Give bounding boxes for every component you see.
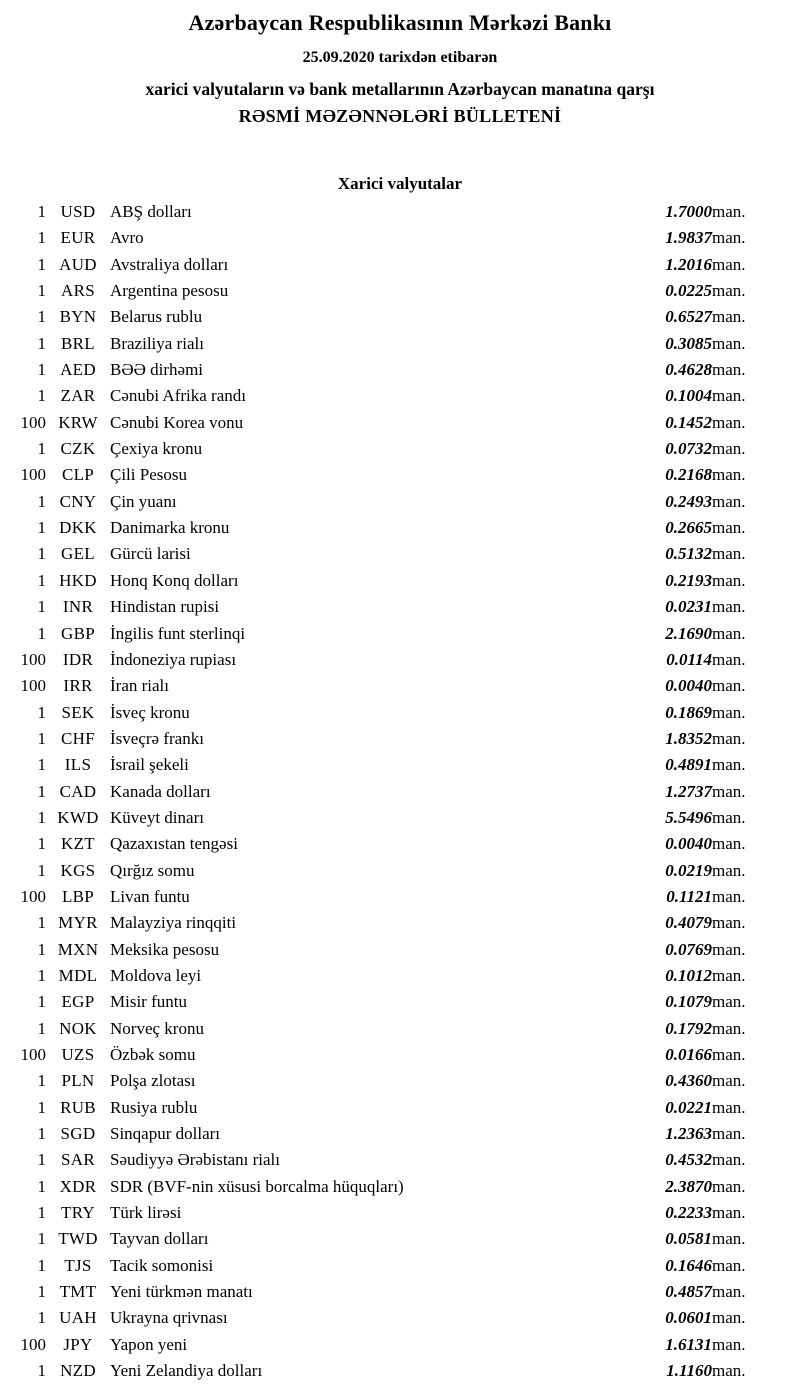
rate-unit-label: man. xyxy=(712,544,746,564)
rate-value: 0.4891 xyxy=(665,755,712,775)
currency-code: MDL xyxy=(58,965,98,985)
exchange-rates-table xyxy=(0,199,800,1384)
rate-unit-label: man. xyxy=(712,1176,746,1196)
rate-unit-label: man. xyxy=(712,676,746,696)
rate-value: 0.6527 xyxy=(665,307,712,327)
rate-quantity: 1 xyxy=(37,1308,46,1328)
currency-code: AUD xyxy=(59,254,97,274)
rate-unit-label: man. xyxy=(712,755,746,775)
rate-row xyxy=(0,1279,800,1305)
currency-name: ABŞ dolları xyxy=(110,202,192,221)
rate-quantity: 1 xyxy=(37,1361,46,1381)
currency-code: TMT xyxy=(59,1282,97,1302)
rate-row xyxy=(0,1305,800,1331)
rate-unit-label: man. xyxy=(712,939,746,959)
rate-unit-label: man. xyxy=(712,781,746,801)
rate-value: 0.0769 xyxy=(665,939,712,959)
rate-unit-label: man. xyxy=(712,597,746,617)
rate-value: 1.2363 xyxy=(665,1124,712,1144)
rate-value: 0.1079 xyxy=(665,992,712,1012)
rate-unit-label: man. xyxy=(712,807,746,827)
currency-code: SGD xyxy=(60,1124,96,1144)
rate-quantity: 1 xyxy=(37,570,46,590)
rate-value: 0.2665 xyxy=(665,518,712,538)
currency-name: Yapon yeni xyxy=(110,1334,188,1354)
currency-name: İndoneziya rupiası xyxy=(110,649,237,669)
rate-quantity: 1 xyxy=(37,1176,46,1196)
currency-name: Belarus rublu xyxy=(110,307,203,327)
currency-code: BYN xyxy=(59,307,97,327)
rate-unit-label: man. xyxy=(712,439,746,459)
rates-table-body xyxy=(0,199,800,1384)
rate-quantity: 1 xyxy=(37,1150,46,1170)
rate-unit-label: man. xyxy=(712,465,746,485)
rate-unit-label: man. xyxy=(712,1255,746,1275)
rate-quantity: 1 xyxy=(37,728,46,748)
currency-name: Norveç kronu xyxy=(110,1018,204,1038)
currency-code: SAR xyxy=(61,1150,95,1170)
rate-row xyxy=(0,700,800,726)
currency-code: XDR xyxy=(59,1176,97,1196)
currency-name: Özbək somu xyxy=(110,1045,196,1064)
rate-value: 1.8352 xyxy=(665,728,712,748)
currency-name: Livan funtu xyxy=(110,886,190,906)
currency-code: DKK xyxy=(59,518,97,538)
rate-row xyxy=(0,647,800,673)
currency-code: GBP xyxy=(61,623,95,643)
rate-value: 0.2168 xyxy=(665,465,712,485)
currency-code: CHF xyxy=(61,728,95,748)
currency-name: İngilis funt sterlinqi xyxy=(110,623,246,643)
rate-quantity: 1 xyxy=(37,807,46,827)
rate-value: 0.0732 xyxy=(665,439,712,459)
rate-quantity: 1 xyxy=(37,834,46,854)
rate-value: 0.2233 xyxy=(665,1203,712,1223)
rate-value: 0.0231 xyxy=(665,597,712,617)
rate-row xyxy=(0,621,800,647)
currency-code: SEK xyxy=(61,702,95,722)
currency-name: Yeni Zelandiya dolları xyxy=(110,1361,263,1381)
rate-value: 5.5496 xyxy=(665,807,712,827)
currency-code: CLP xyxy=(61,465,95,485)
rate-unit-label: man. xyxy=(712,913,746,933)
currency-name: Tayvan dolları xyxy=(110,1229,209,1249)
rate-row xyxy=(0,779,800,805)
rate-unit-label: man. xyxy=(712,1150,746,1170)
currency-name: Çin yuanı xyxy=(110,491,177,511)
rate-unit-label: man. xyxy=(712,1229,746,1249)
rate-row xyxy=(0,1200,800,1226)
rate-unit-label: man. xyxy=(712,1361,746,1381)
rate-quantity: 1 xyxy=(37,1282,46,1302)
rate-value: 0.1792 xyxy=(665,1018,712,1038)
currency-code: AED xyxy=(60,360,96,380)
rate-row xyxy=(0,1226,800,1252)
rate-quantity: 100 xyxy=(20,465,46,485)
rate-quantity: 1 xyxy=(37,702,46,722)
rate-quantity: 1 xyxy=(37,491,46,511)
rate-row xyxy=(0,304,800,330)
rate-quantity: 1 xyxy=(37,1255,46,1275)
rate-quantity: 1 xyxy=(37,202,46,221)
currency-code: USD xyxy=(60,202,96,221)
rate-quantity: 1 xyxy=(37,439,46,459)
currency-name: Avro xyxy=(110,228,144,248)
currency-code: TWD xyxy=(58,1229,98,1249)
currency-code: EGP xyxy=(61,992,95,1012)
currency-name: Polşa zlotası xyxy=(110,1071,196,1091)
currency-code: CNY xyxy=(59,491,97,511)
currency-name: Tacik somonisi xyxy=(110,1255,214,1275)
currency-name: Səudiyyə Ərəbistanı rialı xyxy=(110,1150,280,1170)
rate-row xyxy=(0,1042,800,1068)
rate-value: 0.0166 xyxy=(665,1045,712,1064)
currency-name: BƏƏ dirhəmi xyxy=(110,360,204,380)
rate-quantity: 1 xyxy=(37,254,46,274)
currency-code: ARS xyxy=(61,281,95,301)
rate-value: 2.1690 xyxy=(665,623,712,643)
rate-row xyxy=(0,541,800,567)
currency-code: NZD xyxy=(60,1361,96,1381)
currency-code: IDR xyxy=(62,649,94,669)
rate-row xyxy=(0,252,800,278)
rate-quantity: 1 xyxy=(37,360,46,380)
rate-row xyxy=(0,752,800,778)
currency-name: Hindistan rupisi xyxy=(110,597,220,617)
rate-value: 0.0221 xyxy=(665,1097,712,1117)
rate-row xyxy=(0,331,800,357)
currency-name: Küveyt dinarı xyxy=(110,807,204,827)
rate-quantity: 100 xyxy=(20,1334,46,1354)
currency-code: UAH xyxy=(59,1308,97,1328)
rate-unit-label: man. xyxy=(712,1282,746,1302)
rate-row xyxy=(0,963,800,989)
currency-code: ZAR xyxy=(60,386,96,406)
rate-row xyxy=(0,489,800,515)
rate-value: 2.3870 xyxy=(665,1176,712,1196)
rate-unit-label: man. xyxy=(712,1045,746,1064)
currency-code: JPY xyxy=(63,1334,93,1354)
rate-unit-label: man. xyxy=(712,886,746,906)
rate-row xyxy=(0,1174,800,1200)
subject-line: xarici valyutaların və bank metallarının Azərbaycan manatına qarşı xyxy=(145,79,655,99)
rate-value: 0.1869 xyxy=(665,702,712,722)
rate-row xyxy=(0,1253,800,1279)
rate-unit-label: man. xyxy=(712,1203,746,1223)
rate-row xyxy=(0,1147,800,1173)
currency-name: Çili Pesosu xyxy=(110,465,187,485)
rate-quantity: 1 xyxy=(37,518,46,538)
currency-code: MXN xyxy=(57,939,99,959)
rate-quantity: 1 xyxy=(37,386,46,406)
rate-unit-label: man. xyxy=(712,860,746,880)
rate-quantity: 1 xyxy=(37,755,46,775)
currency-code: KZT xyxy=(61,834,95,854)
section-title-foreign-currencies: Xarici valyutalar xyxy=(337,174,463,193)
rate-unit-label: man. xyxy=(712,1124,746,1144)
rate-row xyxy=(0,1332,800,1358)
rate-value: 0.1004 xyxy=(665,386,712,406)
rate-unit-label: man. xyxy=(712,1018,746,1038)
rate-row xyxy=(0,462,800,488)
currency-name: Moldova leyi xyxy=(110,965,202,985)
rate-quantity: 100 xyxy=(20,649,46,669)
rate-unit-label: man. xyxy=(712,570,746,590)
rate-unit-label: man. xyxy=(712,307,746,327)
rate-value: 0.4628 xyxy=(665,360,712,380)
currency-code: RUB xyxy=(60,1097,96,1117)
rate-value: 0.4857 xyxy=(665,1282,712,1302)
rate-row xyxy=(0,726,800,752)
rate-quantity: 1 xyxy=(37,1229,46,1249)
rate-unit-label: man. xyxy=(712,518,746,538)
rate-quantity: 100 xyxy=(20,412,46,432)
rate-row xyxy=(0,1095,800,1121)
rate-unit-label: man. xyxy=(712,360,746,380)
rate-row xyxy=(0,594,800,620)
bulletin-title: RƏSMİ MƏZƏNNƏLƏRİ BÜLLETENİ xyxy=(238,106,562,126)
currency-name: İsveçrə frankı xyxy=(110,728,204,748)
rate-unit-label: man. xyxy=(712,1308,746,1328)
rate-value: 0.0601 xyxy=(665,1308,712,1328)
currency-code: UZS xyxy=(61,1045,95,1064)
rate-row xyxy=(0,910,800,936)
rate-quantity: 1 xyxy=(37,965,46,985)
currency-code: KWD xyxy=(57,807,99,827)
currency-name: Rusiya rublu xyxy=(110,1097,198,1117)
rate-unit-label: man. xyxy=(712,333,746,353)
rate-value: 1.7000 xyxy=(665,202,712,221)
currency-name: Çexiya kronu xyxy=(110,439,203,459)
currency-name: Sinqapur dolları xyxy=(110,1124,221,1144)
rate-value: 0.0581 xyxy=(665,1229,712,1249)
rate-row xyxy=(0,884,800,910)
currency-name: Meksika pesosu xyxy=(110,939,220,959)
rate-unit-label: man. xyxy=(712,228,746,248)
rate-quantity: 1 xyxy=(37,1124,46,1144)
rate-quantity: 1 xyxy=(37,860,46,880)
rate-row xyxy=(0,1121,800,1147)
rate-unit-label: man. xyxy=(712,702,746,722)
rate-value: 0.5132 xyxy=(665,544,712,564)
rate-value: 0.3085 xyxy=(665,333,712,353)
rate-unit-label: man. xyxy=(712,623,746,643)
rate-row xyxy=(0,357,800,383)
rate-quantity: 1 xyxy=(37,623,46,643)
rate-value: 0.2493 xyxy=(665,491,712,511)
currency-code: PLN xyxy=(61,1071,95,1091)
rate-quantity: 1 xyxy=(37,544,46,564)
rate-value: 0.0114 xyxy=(666,649,712,669)
currency-name: Yeni türkmən manatı xyxy=(110,1282,253,1302)
currency-code: LBP xyxy=(61,886,95,906)
rate-row xyxy=(0,568,800,594)
rate-unit-label: man. xyxy=(712,649,746,669)
rate-unit-label: man. xyxy=(712,202,746,221)
rate-value: 0.0040 xyxy=(665,834,712,854)
rate-row xyxy=(0,225,800,251)
currency-code: INR xyxy=(62,597,94,617)
currency-code: ILS xyxy=(64,755,92,775)
currency-name: Argentina pesosu xyxy=(110,281,229,301)
rate-quantity: 1 xyxy=(37,781,46,801)
rate-value: 0.4532 xyxy=(665,1150,712,1170)
rate-row xyxy=(0,805,800,831)
rate-unit-label: man. xyxy=(712,728,746,748)
currency-name: Kanada dolları xyxy=(110,781,211,801)
rate-row xyxy=(0,383,800,409)
document-header xyxy=(0,10,800,127)
rate-unit-label: man. xyxy=(712,992,746,1012)
rate-quantity: 1 xyxy=(37,1097,46,1117)
rate-value: 0.1452 xyxy=(665,412,712,432)
currency-name: Gürcü larisi xyxy=(110,544,191,564)
rate-quantity: 1 xyxy=(37,1203,46,1223)
currency-name: Cənubi Afrika randı xyxy=(110,386,246,406)
rate-row xyxy=(0,410,800,436)
rate-row xyxy=(0,199,800,225)
rate-row xyxy=(0,1016,800,1042)
rate-quantity: 1 xyxy=(37,939,46,959)
currency-code: CAD xyxy=(59,781,97,801)
rate-row xyxy=(0,436,800,462)
currency-name: Qazaxıstan tengəsi xyxy=(110,834,238,854)
rate-quantity: 100 xyxy=(20,1045,46,1064)
rate-value: 0.2193 xyxy=(665,570,712,590)
rate-quantity: 1 xyxy=(37,1018,46,1038)
currency-name: Misir funtu xyxy=(110,992,187,1012)
currency-name: Cənubi Korea vonu xyxy=(110,412,244,432)
rate-row xyxy=(0,673,800,699)
rate-quantity: 1 xyxy=(37,597,46,617)
currency-code: TJS xyxy=(64,1255,92,1275)
currency-code: TRY xyxy=(61,1203,95,1223)
rate-row xyxy=(0,1068,800,1094)
currency-name: İsrail şekeli xyxy=(110,755,189,775)
rate-quantity: 1 xyxy=(37,913,46,933)
rate-value: 1.6131 xyxy=(665,1334,712,1354)
currency-name: Avstraliya dolları xyxy=(110,254,229,274)
rate-value: 0.1121 xyxy=(666,886,712,906)
currency-code: KRW xyxy=(58,412,98,432)
rate-quantity: 100 xyxy=(20,886,46,906)
rate-value: 0.0225 xyxy=(665,281,712,301)
currency-name: Braziliya rialı xyxy=(110,333,204,353)
rate-value: 1.9837 xyxy=(665,228,712,248)
rate-value: 0.4079 xyxy=(665,913,712,933)
rate-unit-label: man. xyxy=(712,965,746,985)
currency-name: Danimarka kronu xyxy=(110,518,230,538)
rate-value: 1.2737 xyxy=(665,781,712,801)
currency-name: Ukrayna qrivnası xyxy=(110,1308,228,1328)
currency-name: Honq Konq dolları xyxy=(110,570,239,590)
rate-row xyxy=(0,515,800,541)
rate-row xyxy=(0,831,800,857)
currency-name: Qırğız somu xyxy=(110,860,195,880)
currency-code: HKD xyxy=(59,570,97,590)
currency-code: IRR xyxy=(63,676,93,696)
rate-row xyxy=(0,858,800,884)
rate-unit-label: man. xyxy=(712,1334,746,1354)
currency-code: MYR xyxy=(58,913,98,933)
currency-code: NOK xyxy=(59,1018,97,1038)
rate-value: 0.1012 xyxy=(665,965,712,985)
rate-quantity: 1 xyxy=(37,281,46,301)
currency-name: Türk lirəsi xyxy=(110,1203,182,1223)
rate-value: 0.0219 xyxy=(665,860,712,880)
currency-code: CZK xyxy=(60,439,96,459)
rate-unit-label: man. xyxy=(712,834,746,854)
currency-code: KGS xyxy=(60,860,96,880)
currency-code: GEL xyxy=(61,544,95,564)
effective-date-line: 25.09.2020 tarixdən etibarən xyxy=(302,49,498,66)
rate-unit-label: man. xyxy=(712,1071,746,1091)
rate-unit-label: man. xyxy=(712,1097,746,1117)
rate-value: 0.4360 xyxy=(665,1071,712,1091)
rate-value: 0.1646 xyxy=(665,1255,712,1275)
rate-unit-label: man. xyxy=(712,254,746,274)
rate-value: 0.0040 xyxy=(665,676,712,696)
rate-value: 1.1160 xyxy=(666,1361,712,1381)
rate-unit-label: man. xyxy=(712,491,746,511)
currency-code: EUR xyxy=(60,228,96,248)
rate-row xyxy=(0,278,800,304)
rate-quantity: 1 xyxy=(37,307,46,327)
rate-quantity: 1 xyxy=(37,1071,46,1091)
currency-code: BRL xyxy=(61,333,95,353)
currency-name: İran rialı xyxy=(110,676,169,696)
rate-row xyxy=(0,989,800,1015)
rate-quantity: 1 xyxy=(37,992,46,1012)
rate-unit-label: man. xyxy=(712,412,746,432)
rate-row xyxy=(0,937,800,963)
rate-unit-label: man. xyxy=(712,386,746,406)
currency-name: SDR (BVF-nin xüsusi borcalma hüquqları) xyxy=(110,1176,404,1196)
rate-quantity: 100 xyxy=(20,676,46,696)
rate-row xyxy=(0,1358,800,1384)
bank-title: Azərbaycan Respublikasının Mərkəzi Bankı xyxy=(188,10,612,35)
rate-unit-label: man. xyxy=(712,281,746,301)
currency-name: Malayziya rinqqiti xyxy=(110,913,237,933)
rate-quantity: 1 xyxy=(37,333,46,353)
rate-value: 1.2016 xyxy=(665,254,712,274)
currency-name: İsveç kronu xyxy=(110,702,190,722)
rate-quantity: 1 xyxy=(37,228,46,248)
